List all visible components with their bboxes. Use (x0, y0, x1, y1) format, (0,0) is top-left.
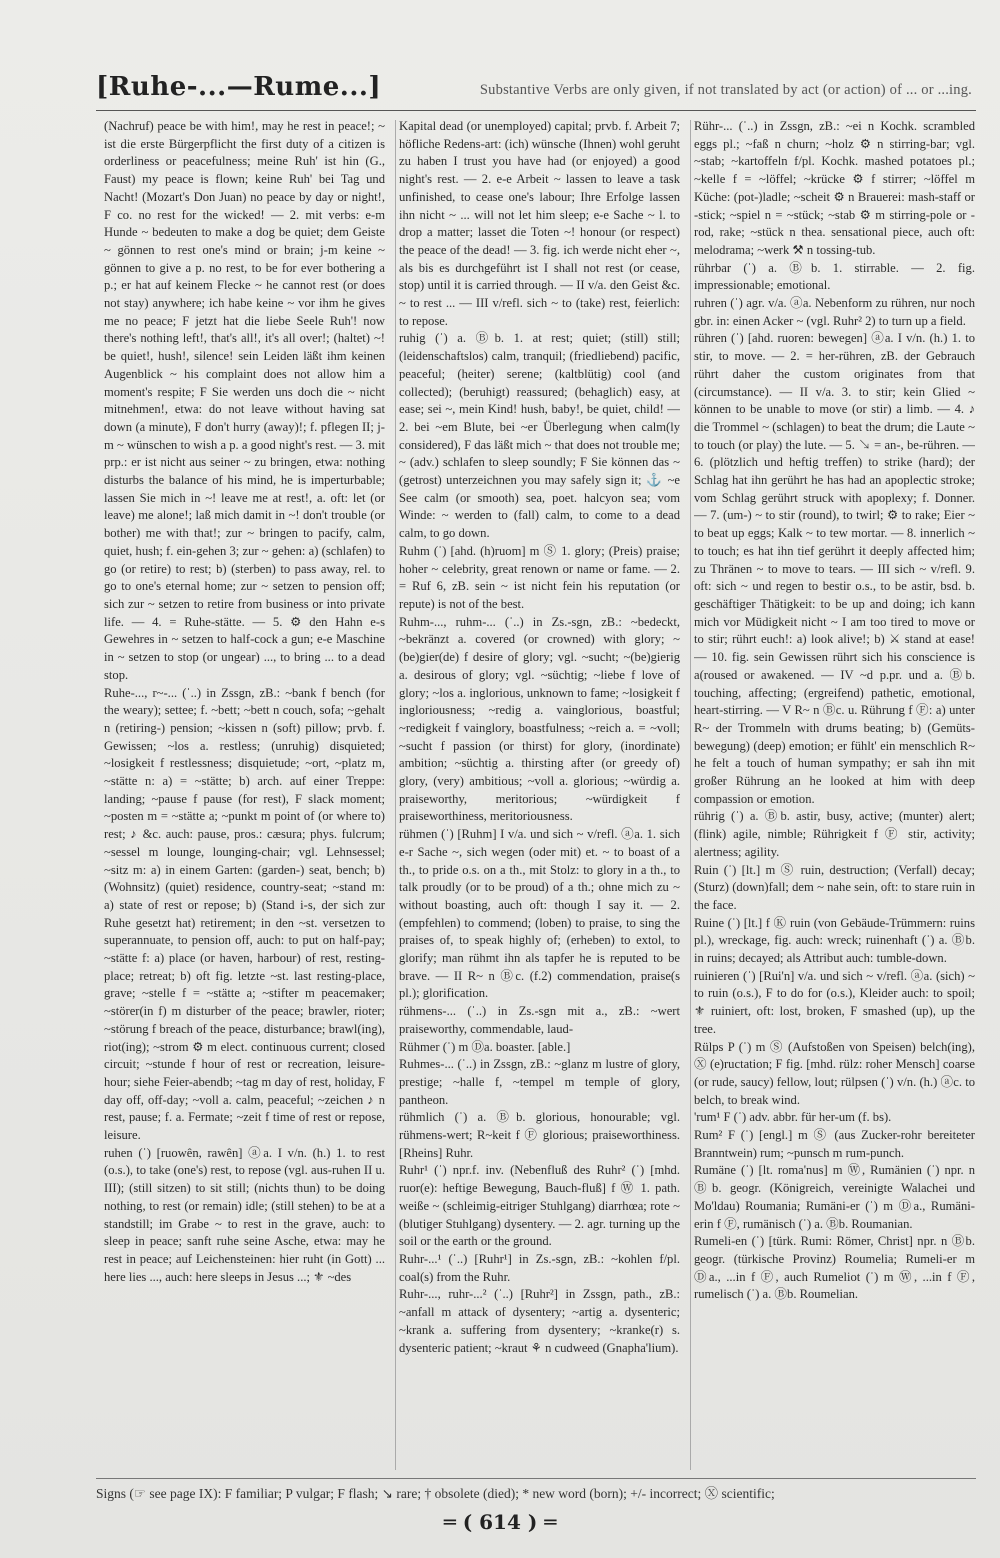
entry: ruhren (ˈ) agr. v/a. ⓐa. Nebenform zu rühren, nur noch gbr. in: einen Acker ~ (vgl. Ruhr² 2) to turn up a field. (694, 296, 975, 328)
column-2 (399, 118, 680, 1473)
entry: Ruhr-...¹ (ˈ..) [Ruhr¹] in Zs.-sgn, zB.: ~kohlen f/pl. coal(s) from the Ruhr. (399, 1252, 680, 1284)
page-number: ═ ( 614 ) ═ (443, 1510, 557, 1534)
entry: Rühr-... (ˈ..) in Zssgn, zB.: ~ei n Kochk. scrambled eggs pl.; ~faß n churn; ~holz ⚙ n stirring-bar; vgl. ~stab; ~kartoffeln f/pl. Kochk. mashed potatoes pl.; ~kelle f = ~löffel; ~krücke ⚙ f stirrer; ~löffel m Küche: (pot-)ladle; ~scheit ⚙ n Brauerei: mash-staff or -stick; ~spiel n = ~stück; ~stab ⚙ m stirring-pole or -rod, rake; ~stück n thea. sensational piece, auch oft: melodrama; ~werk ⚒ n tossing-tub. (694, 119, 975, 257)
entry: 'rum¹ F (ˈ) adv. abbr. für her-um (f. bs). (694, 1110, 892, 1125)
entry: Ruhe-..., r~-... (ˈ..) in Zssgn, zB.: ~bank f bench (for the weary); settee; f. ~bett; ~bett n couch, sofa; ~gehalt n (retiring-) pension; ~kissen n (soft) pillow; prvb. f. Gewissen; ~los a. restless; (unruhig) disquieted; ~losigkeit f restlessness; disquietude; ~ort, ~platz m, ~stätte n: a) = ~stätte; b) arch. auf einer Treppe: landing; ~pause f pause (for rest), F slack moment; ~posten m = ~stätte a; ~punkt m point of (or where to) rest; ♪ &c. auch: pause, pros.: cæsura; phys. fulcrum; ~sessel m lounge, lounging-chair; vgl. Lehnsessel; ~sitz m: a) in einem Garten: (garden-) seat, bench; b) (Wohnsitz) (quiet) residence, country-seat; ~stand m: a) state of rest or repose; b) (Stand i-s, der sich zur Ruhe gesetzt hat) retirement; in den ~st. versetzen to superannuate, to pension off, auch: to put on half-pay; ~stätte f: a) place (or haven, harbour) of rest, resting-place; retreat; b) oft fig. letzte ~st. last resting-place, grave; ~stelle f = ~stätte a; ~stifter m peacemaker; ~störer(in f) m disturber of the peace; brawler, rioter; ~störung f breach of the peace, disturbance; brawl(ing), riot(ing); ~strom ⚙ m elect. continuous current; closed circuit; ~stunde f hour of rest or recreation, leisure-hour; siehe Feier-abendb; ~tag m day of rest, holiday, F day off, off-day; ~voll a. calm, peaceful; ~zeichen ♪ n rest, pause; f. a. Fermate; ~zeit f time of rest or repose, leisure. (104, 685, 385, 1143)
entry: Rumeli-en (ˈ) [türk. Rumi: Römer, Christ] npr. n Ⓑb. geogr. (türkische Provinz) Roumelia; Rumeli-er m Ⓓa., ...in f Ⓕ, auch Rumeliot (ˈ) m Ⓦ, ...in f Ⓕ, rumelisch (ˈ) a. Ⓑb. Roumelian. (694, 1234, 975, 1302)
column-3 (694, 118, 975, 1473)
entry: Kapital dead (or unemployed) capital; prvb. f. Arbeit 7; höfliche Redens-art: (ich) wünsche (Ihnen) wohl geruht zu haben I trust you have had (or enjoyed) a good night's rest. — 2. e-e Arbeit ~ lassen to leave a task unfinished, to cease one's labour; Ihre Erfolge lassen ihn nicht ~ ... will not let him sleep; e-e Sache ~ l. to drop a matter; lasset die Toten ~! honour (or respect) the peace of the dead! — 3. fig. ich werde nicht eher ~, als bis es durchgeführt ist I shall not rest (or cease, stop) until it is carried through. — II v/a. den Geist &c. ~ to rest ... — III v/refl. sich ~ to (take) rest, feierlich: to repose. (399, 119, 680, 328)
entry: Ruhmes-... (ˈ..) in Zssgn, zB.: ~glanz m lustre of glory, prestige; ~halle f, ~tempel m temple of glory, pantheon. (399, 1057, 680, 1107)
entry: rührig (ˈ) a. Ⓑb. astir, busy, active; (munter) alert; (flink) agile, nimble; Rührigkeit f Ⓕ stir, activity; alertness; agility. (694, 809, 975, 859)
column-1 (104, 118, 385, 1473)
signs-legend: Signs (☞ see page IX): F familiar; P vulgar; F flash; ↘ rare; † obsolete (died); * new word (born); +/- incorrect; Ⓧ scientific; (96, 1486, 775, 1501)
columns (104, 118, 976, 1473)
footer-rule (96, 1478, 976, 1479)
entry: rühmens-... (ˈ..) in Zs.-sgn mit a., zB.: ~wert praiseworthy, commendable, laud- (399, 1004, 680, 1036)
entry: Ruine (ˈ) [lt.] f Ⓚ ruin (von Gebäude-Trümmern: ruins pl.), wreckage, fig. auch: wreck; ruinenhaft (ˈ) a. Ⓑb. in ruins; decayed; als Attribut auch: tumble-down. (694, 915, 975, 966)
running-head: [Ruhe-...—Rume...] (96, 72, 382, 102)
entry: Ruhr-..., ruhr-...² (ˈ..) [Ruhr²] in Zssgn, path., zB.: ~anfall m attack of dysentery; ~artig a. dysenteric; ~krank a. suffering from dysentery; ~kranke(r) s. dysenteric patient; ~kraut ⚘ n cudweed (Gnapha'lium). (399, 1287, 680, 1355)
entry: (Nachruf) peace be with him!, may he rest in peace!; ~ ist die erste Bürgerpflicht the first duty of a citizen is orderliness or peacefulness; meine Ruh' ist hin (G., Faust) my peace is flown; keine Ruh' bei Tag und Nacht! (Mozart's Don Juan) no peace by day or night!, F co. no rest for the wicked! — 2. mit verbs: e-m Hunde ~ bedeuten to make a dog be quiet; dem Geiste ~ gönnen to rest one's mind or brain; j-m keine ~ gönnen to give a p. no rest, to be for ever bothering a p.; er hat auf keinem Flecke ~ he cannot rest (or does not stay) anywhere; ich habe keine ~ vor ihm he gives me no peace; F jetzt hat die liebe Seele Ruh'! now there's nothing left!, that's all!, it's all over!; (haltet) ~! be quiet!, hush!, silence! sein Leiden läßt ihm keinen Augenblick ~ his complaint does not allow him a moment's respite; F Sie werden uns doch die ~ nicht mitnehmen!, etwa: do not leave without having sat down (a minute), F don't hurry (away)!; f. pflegen II; j-m ~ wünschen to wish a p. a good night's rest. — 3. mit prp.: er ist nicht aus seiner ~ zu bringen, etwa: nothing disturbs the balance of his mind, he is imperturbable; lassen Sie mich in ~! leave me at rest!, a. oft: let (or leave) me alone!; laß mich damit in ~! don't trouble (or bother) me with that!; zur ~ bringen to pacify, calm, quiet, hush; f. ein-gehen 3; zur ~ gehen: a) (schlafen) to go (or retire) to rest; b) (sterben) to pass away, rel. to go to one's eternal home; zur ~ setzen to pension off; sich zur ~ setzen to retire from business or into private life. — 4. = Ruhe-stätte. — 5. ⚙ den Hahn e-s Gewehres in ~ setzen to half-cock a gun; e-e Maschine in ~ setzen to stop (or ungear) ..., to bring ... to a dead stop. (104, 119, 385, 682)
entry: rühren (ˈ) [ahd. ruoren: bewegen] ⓐa. I v/n. (h.) 1. to stir, to move. — 2. = her-rühren, zB. der Gebrauch rührt daher the custom originates from that (circumstance). — II v/a. 3. to stir; kein Glied ~ können to be unable to move (or stir) a limb. — 4. ♪ die Trommel ~ (schlagen) to beat the drum; die Laute ~ to touch (or play) the lute. — 5. ↘ = an-, be-rühren. — 6. (plötzlich und heftig treffen) to strike (hard); der Schlag hat ihn gerührt he has had an apoplectic stroke; vom Schlag gerührt struck with apoplexy; f. Donner. — 7. (um-) ~ to stir (round), to twirl; ⚙ to rake; Eier ~ to beat up eggs; Kalk ~ to tew mortar. — 8. innerlich ~ to touch; es hat ihn tief gerührt it deeply affected him; zu Thränen ~ to move to tears. — III sich ~ v/refl. 9. oft: sich ~ und regen to bestir o.s., to be astir, bsd. b. geschäftiger Thätigkeit: to be up and doing; ich kann mich vor Müdigkeit nicht ~ I am too tired to move or to stir; rührt euch!: a) look alive!; b) ⚔ stand at ease! — 10. fig. sein Gewissen rührt sich his conscience is a(roused or awakened. — IV ~d p.pr. und a. Ⓑb. touching, affecting; (ergreifend) pathetic, emotional, heart-stirring. — V R~ n Ⓑc. u. Rührung f Ⓕ: a) unter R~ der Trommeln with drums beating; b) (Gemüts-bewegung) (deep) emotion; er fühlt' ein menschlich R~ he felt a touch of human sympathy; er sah ihn mit großer Rührung an he looked at him with deep compassion or emotion. (694, 331, 975, 806)
entry: rühmen (ˈ) [Ruhm] I v/a. und sich ~ v/refl. ⓐa. 1. sich e-r Sache ~, sich wegen (oder mit) et. ~ to boast of a th., to pride o.s. on a th., mit Stolz: to glory in a th., to talk proudly (or to be proud) of a th.; ohne mich zu ~ without boasting, auch oft: though I say it. — 2. (empfehlen) to commend; (loben) to praise, to sing the praises of, to speak highly of; (erheben) to extol, to glorify; man rühmt ihn als tapfer he is reputed to be brave. — II R~ n Ⓑc. (f.2) commendation, praise(s pl.); glorification. (399, 827, 680, 1001)
entry: rühmlich (ˈ) a. Ⓑb. glorious, honourable; vgl. rühmens-wert; R~keit f Ⓕ glorious; praiseworthiness. [Rheins] Ruhr. (399, 1110, 680, 1160)
entry: Rumäne (ˈ) [lt. roma'nus] m Ⓦ, Rumänien (ˈ) npr. n Ⓑb. geogr. (Königreich, vereinigte Walachei und Mo'ldau) Roumania; Rumäni-er (ˈ) m Ⓓa., Rumäni-erin f Ⓕ, rumänisch (ˈ) a. Ⓑb. Roumanian. (694, 1163, 975, 1231)
entry: Rülps P (ˈ) m Ⓢ (Aufstoßen von Speisen) belch(ing), Ⓧ (e)ructation; F fig. [mhd. rülz: roher Mensch] coarse (or rude, saucy) fellow, lout; rülpsen (ˈ) v/n. (h.) ⓐc. to belch, to break wind. (694, 1039, 975, 1107)
entry: ruhen (ˈ) [ruowên, rawên] ⓐa. I v/n. (h.) 1. to rest (o.s.), to take (one's) rest, to repose (vgl. aus-ruhen II u. III); (still sitzen) to sit still; (nichts thun) to be doing nothing, to rest (or remain) idle; (still stehen) to be at a standstill; im Grabe ~ to rest in the grave, auch: to sleep in peace; sanft ruhe seine Asche, etwa: may he rest in peace; auf Leichensteinen: hier ruht (in Gott) ... here lies ..., auch: here sleeps in Jesus ...; ⚜ ~des (104, 1145, 385, 1284)
entry: ruhig (ˈ) a. Ⓑb. 1. at rest; quiet; (still) still; (leidenschaftslos) calm, tranquil; (friedliebend) pacific, peaceful; (heiter) serene; (kaltblütig) cool (and collected); (beruhigt) reassured; (behaglich) easy, at ease; sei ~, mein Kind! hush, baby!, be quiet, child! — 2. bei ~em Blute, bei ~er Überlegung when calm(ly considered), F das läßt mich ~ that does not trouble me; ~ (adv.) schlafen to sleep soundly; F Sie können das ~ (getrost) unterzeichnen you may safely sign it; ⚓ ~e See calm (or smooth) sea, poet. halcyon sea; vom Winde: ~ werden to (fall) calm, to come to a dead calm, to go down. (399, 331, 680, 541)
entry: Ruhm-..., ruhm-... (ˈ..) in Zs.-sgn, zB.: ~bedeckt, ~bekränzt a. covered (or crowned) with glory; ~(be)gier(de) f desire of glory; vgl. ~sucht; ~(be)gierig a. desirous of glory; vgl. ~süchtig; ~liebe f love of glory; ~los a. inglorious, unknown to fame; ~losigkeit f ingloriousness; ~redig a. vainglorious, boastful; ~redigkeit f vainglory, boastfulness; ~reich a. = ~voll; ~sucht f passion (or thirst) for glory, (inordinate) ambition; ~süchtig a. thirsting after (or greedy of) glory, (very) ambitious; ~voll a. glorious; ~würdig a. praiseworthy, meritorious; ~würdigkeit f praiseworthiness, meritoriousness. (399, 614, 680, 824)
header-rule (96, 110, 976, 111)
entry: ruinieren (ˈ) [Rui'n] v/a. und sich ~ v/refl. ⓐa. (sich) ~ to ruin (o.s.), F to do for (o.s.), Kleider auch: to spoil; ⚜ ruiniert, oft: lost, broken, F smashed (up), up the tree. (694, 968, 975, 1036)
entry: Rum² F (ˈ) [engl.] m Ⓢ (aus Zucker-rohr bereiteter Branntwein) rum; ~punsch m rum-punch. (694, 1128, 975, 1160)
entry: Ruin (ˈ) [lt.] m Ⓢ ruin, destruction; (Verfall) decay; (Sturz) (down)fall; dem ~ nahe sein, oft: to stare ruin in the face. (694, 862, 975, 912)
entry: Ruhr¹ (ˈ) npr.f. inv. (Nebenfluß des Ruhr² (ˈ) [mhd. ruor(e): heftige Bewegung, Bauch-fluß] f Ⓦ 1. path. weiße ~ (schleimig-eitriger Stuhlgang) diarrhœa; rote ~ (blutiger Stuhlgang) dysentery. — 2. agr. turning up the soil or the earth or the ground. (399, 1163, 680, 1249)
page-header (96, 70, 976, 110)
header-note: Substantive Verbs are only given, if not translated by act (or action) of ... or ...ing. (479, 82, 972, 98)
entry: rührbar (ˈ) a. Ⓑb. 1. stirrable. — 2. fig. impressionable; emotional. (694, 260, 975, 293)
entry: Ruhm (ˈ) [ahd. (h)ruom] m Ⓢ 1. glory; (Preis) praise; hoher ~ celebrity, great renown or name or fame. — 2. = Ruf 6, zB. sein ~ ist nicht fein his reputation (or repute) is not of the best. (399, 543, 680, 611)
entry: Rühmer (ˈ) m Ⓓa. boaster. [able.] (399, 1039, 571, 1054)
